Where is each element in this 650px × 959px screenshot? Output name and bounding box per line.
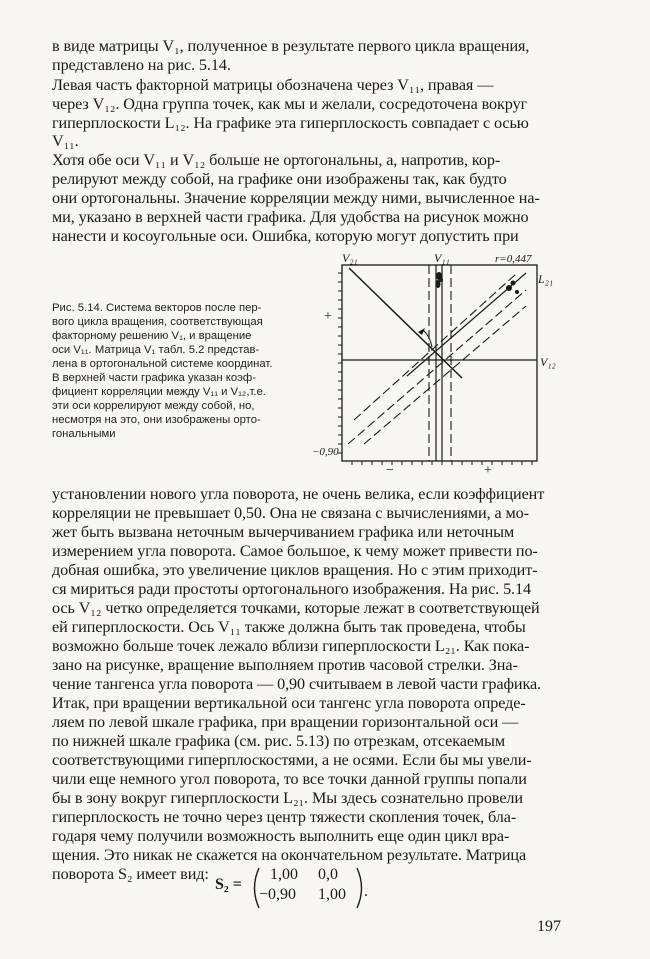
- label-tangent: −0,90: [312, 446, 339, 458]
- caption-line: лена в ортогональной системе координат.: [52, 358, 273, 370]
- text-line: нанести и косоугольные оси. Ошибка, которую могут допустить при: [52, 227, 519, 245]
- text-line: измерением угла поворота. Самое большое, к чему может привести по-: [52, 542, 538, 560]
- caption-line: несмотря на это, они изображены орто-: [52, 414, 261, 426]
- hyperplane-l21-outer-band: [364, 306, 526, 444]
- label-v12: V₁₂: [540, 355, 556, 369]
- text-line: они ортогональны. Значение корреляции между ними, вычисленное на-: [52, 189, 540, 207]
- matrix-cell-r1c1: 1,00: [270, 866, 298, 883]
- rotated-axis-v21: [349, 268, 462, 378]
- text-line: корреляции не превышает 0,50. Она не связана с вычислениями, а мо-: [52, 504, 529, 522]
- text-line: релируют между собой, на графике они изображены так, как будто: [52, 170, 507, 188]
- label-v21: V₂₁: [342, 251, 358, 265]
- text-line: чение тангенса угла поворота — 0,90 считываем в левой части графика.: [52, 675, 541, 693]
- caption-line: вого цикла вращения, соответствующая: [52, 316, 263, 328]
- label-l21: L₂₁: [538, 272, 554, 286]
- rotation-diagram: [312, 248, 562, 478]
- label-correlation: r=0,447: [495, 253, 532, 265]
- text-line: жет быть вызвана неточным вычерчиванием графика или неточным: [52, 523, 515, 541]
- left-tick-scale: [338, 273, 342, 453]
- text-line: установлении нового угла поворота, не очень велика, если коэффициент: [52, 485, 545, 503]
- text-line: гиперплоскости L₁₂. На графике эта гиперплоскость совпадает с осью: [52, 114, 529, 132]
- plot-frame: [342, 265, 537, 461]
- text-line: Левая часть факторной матрицы обозначена через V₁₁, правая —: [52, 76, 494, 94]
- text-line: чили еще немного угол поворота, то все точки данной группы попали: [52, 770, 527, 788]
- text-line: добная ошибка, это увеличение циклов вращения. Но с этим приходит-: [52, 561, 538, 579]
- label-minus-bottom: −: [386, 463, 394, 478]
- text-line: ся мириться ради простоты ортогонального изображения. На рис. 5.14: [52, 580, 531, 598]
- matrix-cell-r1c2: 0,0: [318, 866, 338, 883]
- text-line: ми, указано в верхней части графика. Для удобства на рисунок можно: [52, 208, 529, 226]
- text-line: Хотя обе оси V₁₁ и V₁₂ больше не ортогональны, а, напротив, кор-: [52, 151, 501, 169]
- caption-line: гональными: [52, 428, 116, 440]
- equation-end: .: [364, 883, 368, 900]
- caption-line: эти оси коррелируют между собой, но,: [52, 400, 255, 412]
- page-number: 197: [537, 918, 561, 935]
- text-line: по нижней шкале графика (см. рис. 5.13) по отрезкам, отсекаемым: [52, 732, 505, 750]
- text-line: ляем по левой шкале графика, при вращении горизонтальной оси —: [52, 713, 519, 731]
- text-line: представлено на рис. 5.14.: [52, 56, 231, 74]
- point-cluster-l21: [506, 281, 519, 295]
- text-line: через V₁₂. Одна группа точек, как мы и желали, сосредоточена вокруг: [52, 95, 528, 113]
- text-line: щения. Это никак не скажется на окончательном результате. Матрица: [52, 846, 527, 864]
- text-line: ей гиперплоскости. Ось V₁₁ также должна быть так проведена, чтобы: [52, 618, 526, 636]
- text-line: V₁₁.: [52, 132, 79, 150]
- text-line: Итак, при вращении вертикальной оси тангенс угла поворота опреде-: [52, 694, 526, 712]
- text-line: годаря чему получили возможность выполнить еще один цикл вра-: [52, 827, 510, 845]
- caption-line: фициент корреляции между V₁₁ и V₁₂,т.е.: [52, 386, 266, 398]
- matrix-cell-r2c1: −0,90: [259, 886, 297, 903]
- text-line: гиперплоскость не точно через центр тяжести скопления точек, бла-: [52, 808, 517, 826]
- text-line: в виде матрицы V₁, полученное в результате первого цикла вращения,: [52, 37, 530, 55]
- label-plus-bottom: +: [484, 463, 492, 478]
- caption-line: оси V₁₁. Матрица V₁ табл. 5.2 представ-: [52, 344, 260, 356]
- caption-line: Рис. 5.14. Система векторов после пер-: [52, 302, 262, 314]
- text-line: ось V₁₂ четко определяется точками, которые лежат в соответствующей: [52, 599, 540, 617]
- text-line: возможно больше точек лежало вблизи гиперплоскости L₂₁. Как пока-: [52, 637, 530, 655]
- text-line: соответствующими гиперплоскостями, а не осями. Если бы мы увели-: [52, 751, 532, 769]
- caption-line: В верхней части графика указан коэф-: [52, 372, 256, 384]
- label-plus-left: +: [324, 309, 332, 324]
- hyperplane-l21-lower-band: [348, 290, 526, 444]
- equation-lhs: S₂ =: [215, 876, 242, 893]
- text-line: поворота S₂ имеет вид:: [52, 865, 209, 883]
- text-line: зано на рисунке, вращение выполняем против часовой стрелки. Зна-: [52, 656, 518, 674]
- matrix-cell-r2c2: 1,00: [318, 886, 346, 903]
- caption-line: факторному решению V₁, и вращение: [52, 330, 252, 342]
- label-v11: V₁₁: [434, 251, 450, 265]
- text-line: бы в зону вокруг гиперплоскости L₂₁. Мы здесь сознательно провели: [52, 789, 523, 807]
